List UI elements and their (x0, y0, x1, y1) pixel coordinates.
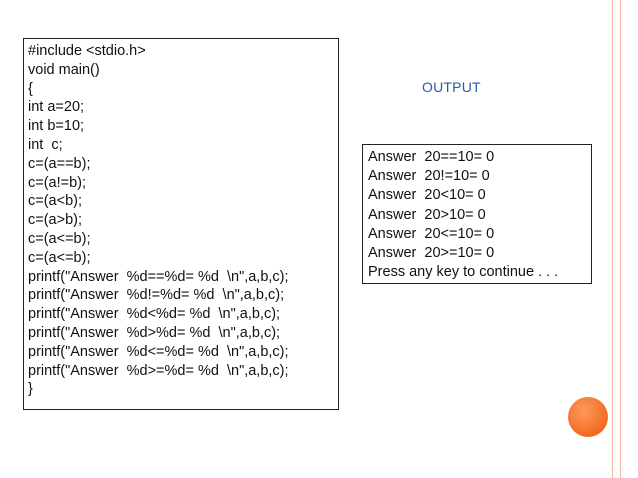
output-line: Answer 20>=10= 0 (368, 245, 495, 262)
output-line: Answer 20<=10= 0 (368, 225, 495, 242)
code-line: c=(a!=b); (28, 174, 87, 191)
decorative-rule-right (620, 0, 621, 478)
code-line: #include <stdio.h> (28, 43, 146, 59)
code-line: c=(a==b); (28, 155, 91, 172)
output-line: Answer 20>10= 0 (368, 206, 486, 223)
code-line: int a=20; (28, 99, 85, 116)
code-line: c=(a<=b); (28, 230, 91, 247)
code-line: printf("Answer %d!=%d= %d \n",a,b,c); (28, 287, 285, 304)
code-line: c=(a<=b); (28, 249, 91, 266)
code-line: printf("Answer %d==%d= %d \n",a,b,c); (28, 268, 289, 285)
code-line: printf("Answer %d<=%d= %d \n",a,b,c); (28, 343, 289, 360)
code-line: printf("Answer %d>%d= %d \n",a,b,c); (28, 324, 281, 341)
console-output (362, 144, 592, 284)
code-line: printf("Answer %d<%d= %d \n",a,b,c); (28, 306, 281, 323)
code-line: c=(a<b); (28, 193, 82, 210)
code-line: int c; (28, 136, 63, 153)
code-line: { (28, 80, 33, 97)
output-line: Answer 20!=10= 0 (368, 168, 490, 185)
code-line: c=(a>b); (28, 212, 82, 229)
output-line: Answer 20<10= 0 (368, 187, 486, 204)
output-heading: OUTPUT (422, 79, 481, 95)
code-listing (23, 38, 339, 410)
code-line: } (28, 381, 33, 398)
output-line: Press any key to continue . . . (368, 264, 559, 281)
code-line: void main() (28, 61, 100, 78)
output-line: Answer 20==10= 0 (368, 149, 495, 165)
decorative-rule-left (612, 0, 613, 478)
code-line: printf("Answer %d>=%d= %d \n",a,b,c); (28, 362, 289, 379)
code-line: int b=10; (28, 118, 85, 135)
decorative-circle (568, 397, 608, 437)
